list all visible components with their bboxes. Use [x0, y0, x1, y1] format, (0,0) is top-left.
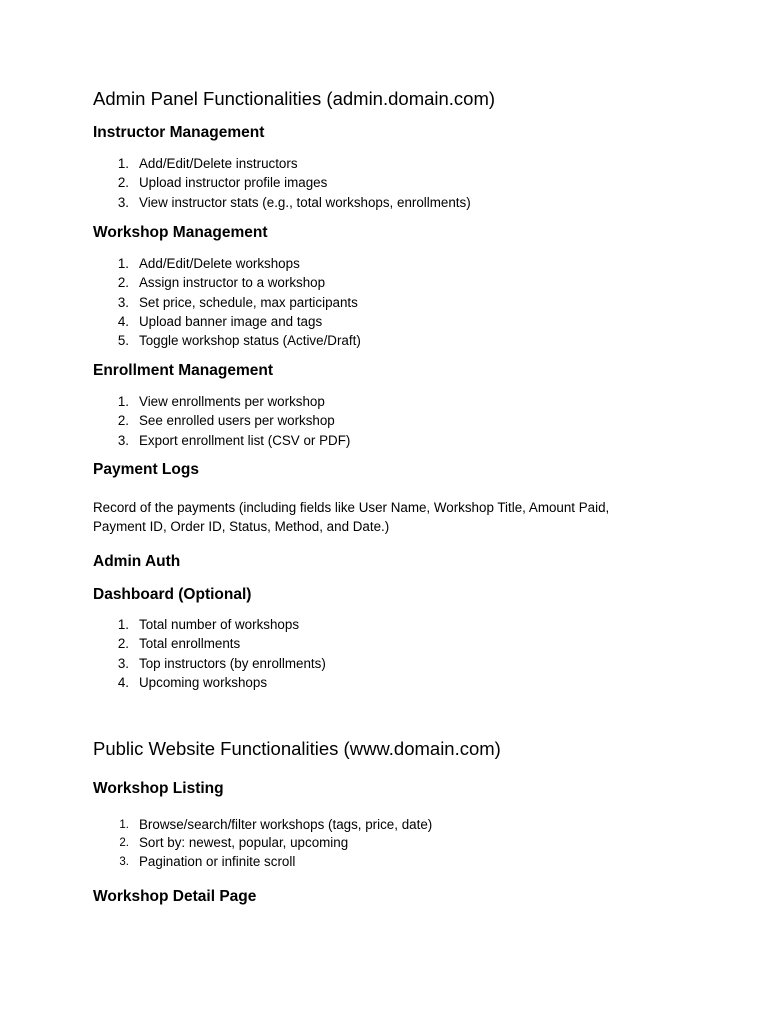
- public-website-title: Public Website Functionalities (www.domain.com): [93, 738, 501, 759]
- enrollment-management-heading: Enrollment Management: [93, 362, 273, 379]
- dashboard-heading: Dashboard (Optional): [93, 586, 252, 603]
- workshop-listing-heading: Workshop Listing: [93, 780, 224, 797]
- payment-logs-heading: Payment Logs: [93, 461, 199, 478]
- payment-logs-paragraph: Record of the payments (including fields like User Name, Workshop Title, Amount Paid, Payment ID, Order ID, Status, Method, and Date.): [93, 500, 610, 534]
- admin-panel-title: Admin Panel Functionalities (admin.domain.com): [93, 88, 496, 109]
- admin-auth-heading: Admin Auth: [93, 553, 181, 570]
- workshop-detail-heading: Workshop Detail Page: [93, 888, 257, 905]
- workshop-management-heading: Workshop Management: [93, 224, 268, 241]
- instructor-management-heading: Instructor Management: [93, 124, 265, 141]
